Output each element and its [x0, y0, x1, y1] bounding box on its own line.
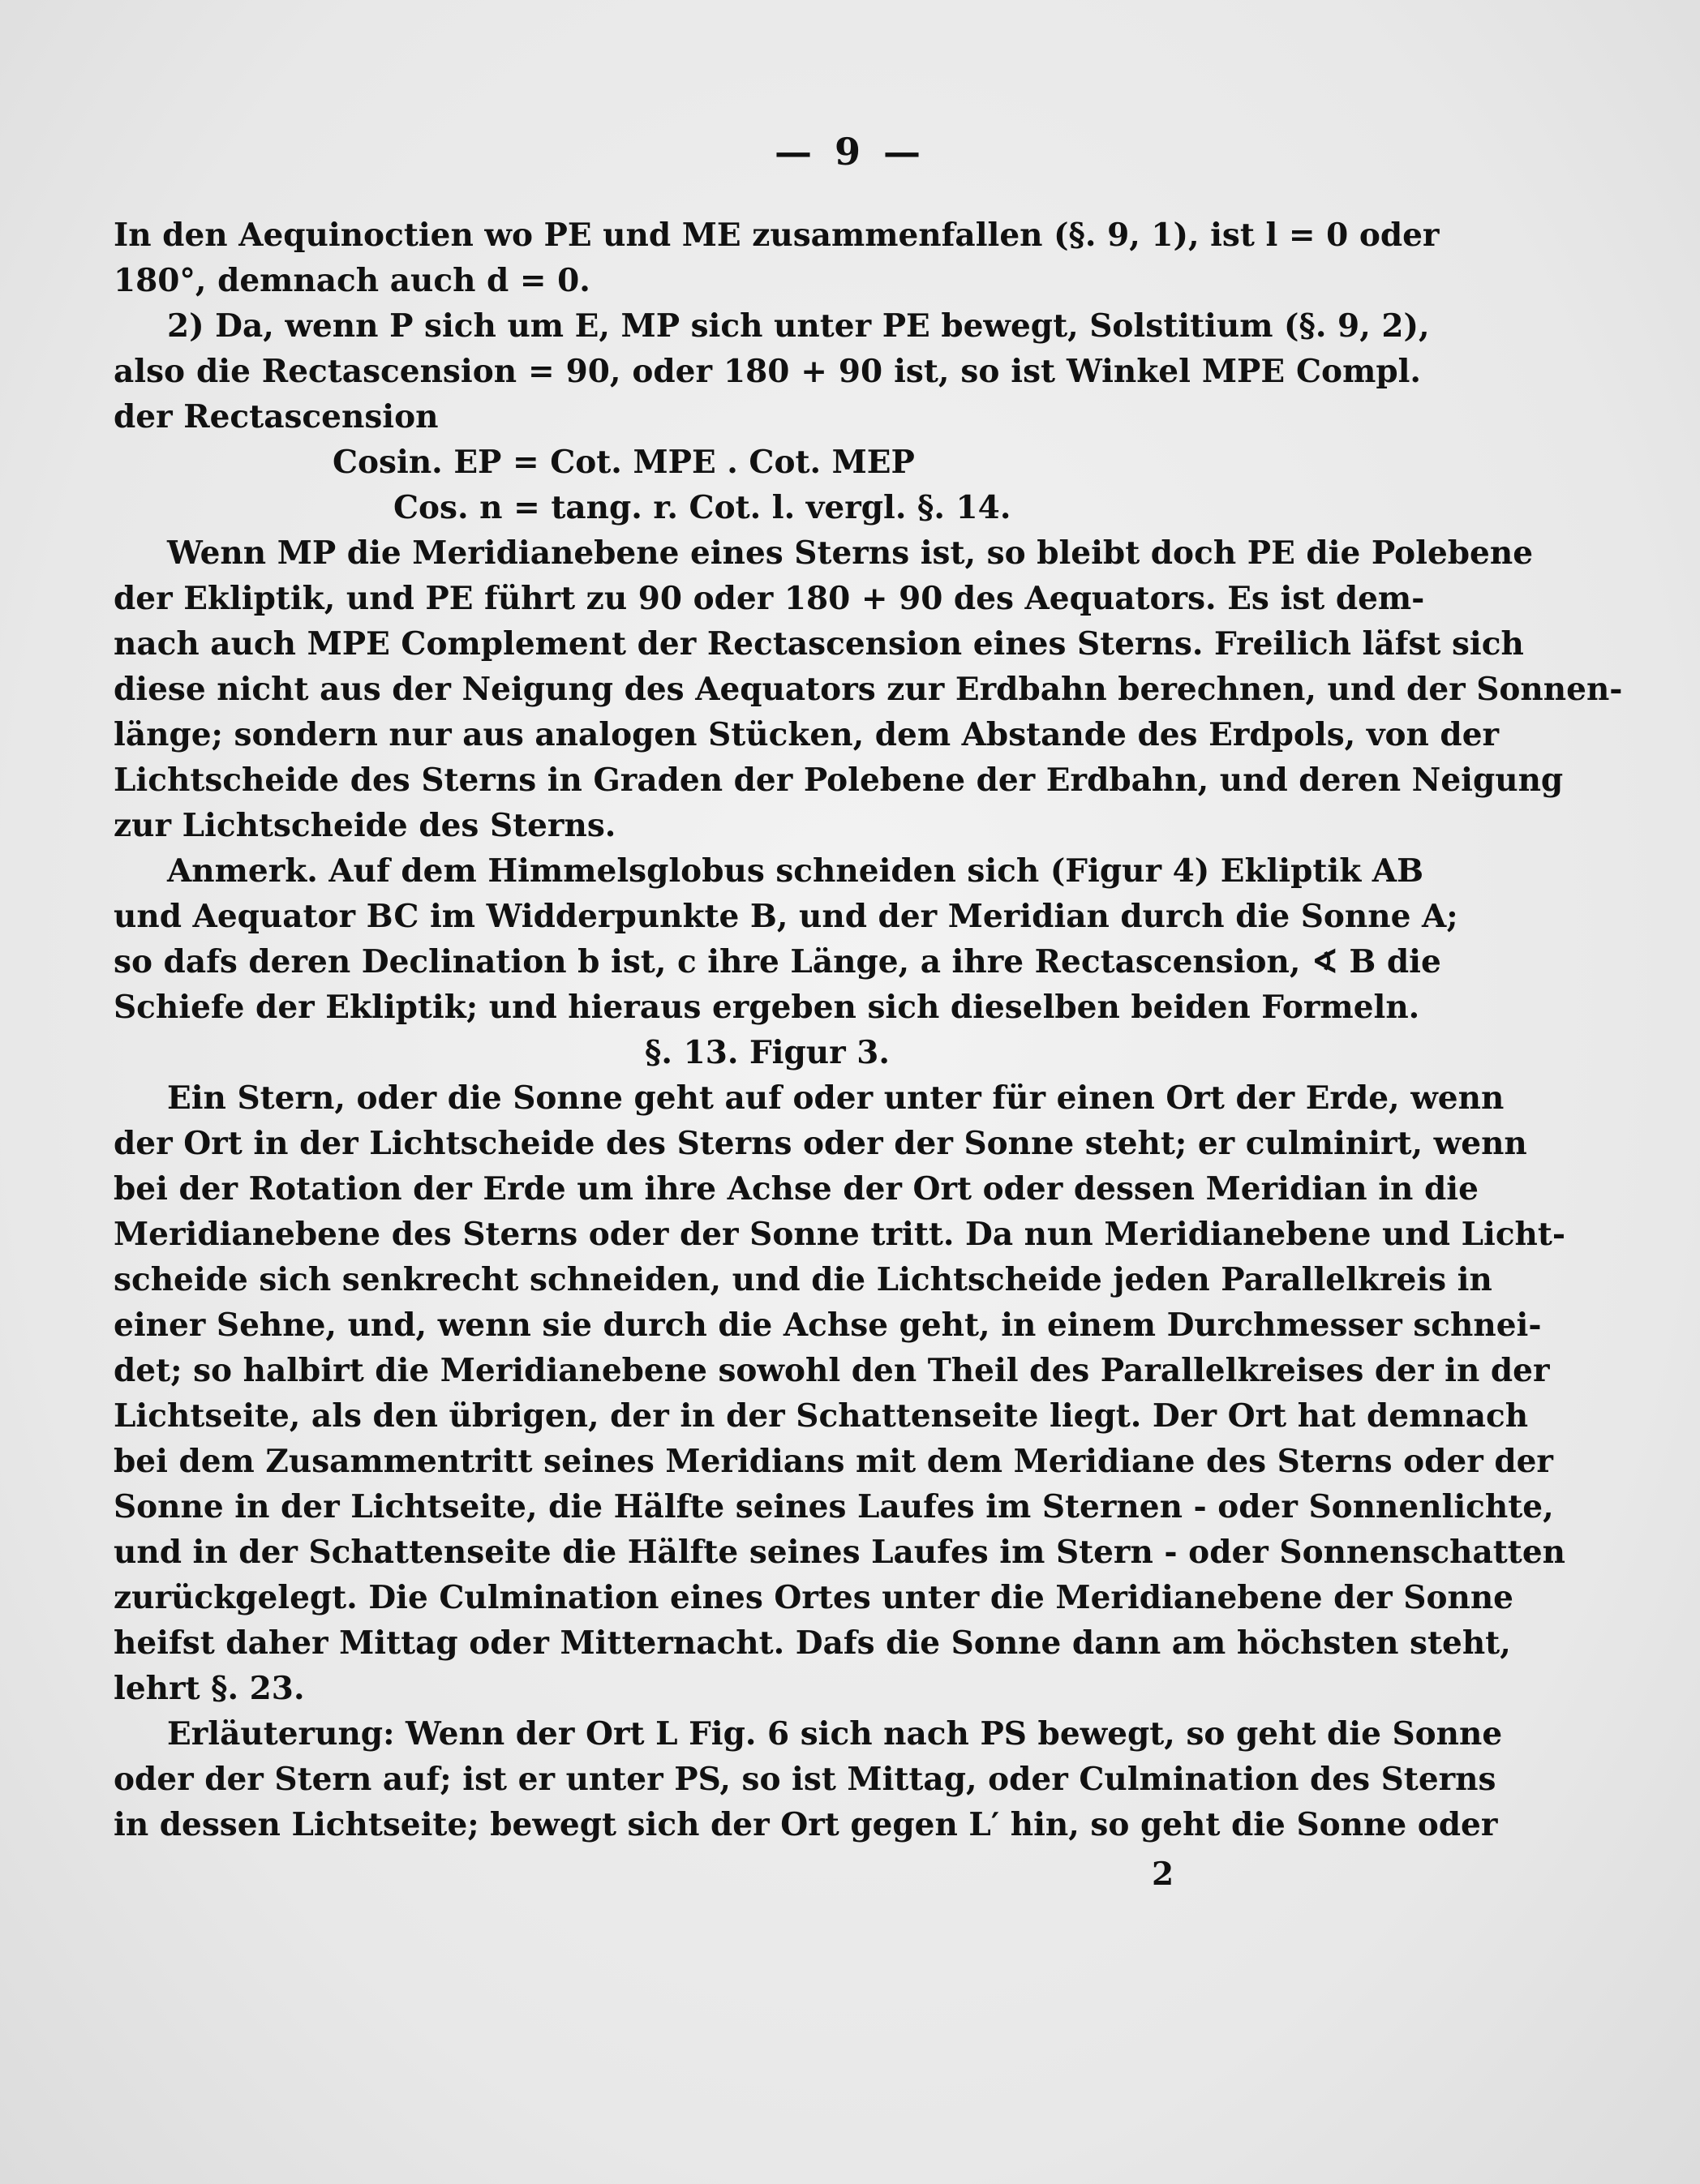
- text-line: det; so halbirt die Meridianebene sowohl den Theil des Parallelkreises der in der: [114, 1352, 1550, 1389]
- text-line: zur Lichtscheide des Sterns.: [114, 807, 616, 844]
- text-line: so dafs deren Declination b ist, c ihre Länge, a ihre Rectascension, ∢ B die: [114, 943, 1441, 980]
- formula-line: Cosin. EP = Cot. MPE . Cot. MEP: [333, 444, 915, 481]
- text-line: Wenn MP die Meridianebene eines Sterns ist, so bleibt doch PE die Polebene: [167, 534, 1534, 572]
- text-line: länge; sondern nur aus analogen Stücken, dem Abstande des Erdpols, von der: [114, 716, 1500, 753]
- body-text: [114, 212, 1623, 1847]
- section-heading: §. 13. Figur 3.: [645, 1034, 890, 1071]
- page-number: — 9 —: [774, 130, 926, 174]
- text-line: und Aequator BC im Widderpunkte B, und der Meridian durch die Sonne A;: [114, 898, 1458, 935]
- text-line: der Ekliptik, und PE führt zu 90 oder 180 + 90 des Aequators. Es ist dem-: [114, 580, 1425, 617]
- text-line: Lichtscheide des Sterns in Graden der Polebene der Erdbahn, und deren Neigung: [114, 762, 1564, 799]
- text-line: also die Rectascension = 90, oder 180 + 90 ist, so ist Winkel MPE Compl.: [114, 353, 1421, 390]
- text-line: zurückgelegt. Die Culmination eines Ortes unter die Meridianebene der Sonne: [114, 1579, 1513, 1616]
- text-line: oder der Stern auf; ist er unter PS, so ist Mittag, oder Culmination des Sterns: [114, 1761, 1496, 1798]
- explanation-line: Erläuterung: Wenn der Ort L Fig. 6 sich nach PS bewegt, so geht die Sonne: [167, 1715, 1503, 1753]
- text-line: In den Aequinoctien wo PE und ME zusammenfallen (§. 9, 1), ist l = 0 oder: [114, 217, 1440, 254]
- text-line: 2) Da, wenn P sich um E, MP sich unter PE bewegt, Solstitium (§. 9, 2),: [167, 307, 1430, 345]
- text-line: Lichtseite, als den übrigen, der in der Schattenseite liegt. Der Ort hat demnach: [114, 1397, 1529, 1435]
- text-line: in dessen Lichtseite; bewegt sich der Ort gegen L′ hin, so geht die Sonne oder: [114, 1806, 1498, 1843]
- text-line: Schiefe der Ekliptik; und hieraus ergeben sich dieselben beiden Formeln.: [114, 989, 1420, 1026]
- text-line: der Ort in der Lichtscheide des Sterns oder der Sonne steht; er culminirt, wenn: [114, 1125, 1527, 1162]
- text-line: Ein Stern, oder die Sonne geht auf oder unter für einen Ort der Erde, wenn: [167, 1079, 1505, 1117]
- text-line: einer Sehne, und, wenn sie durch die Achse geht, in einem Durchmesser schnei-: [114, 1307, 1542, 1344]
- text-line: Sonne in der Lichtseite, die Hälfte seines Laufes im Sternen - oder Sonnenlichte,: [114, 1488, 1554, 1525]
- text-line: 180°, demnach auch d = 0.: [114, 262, 590, 299]
- text-line: bei dem Zusammentritt seines Meridians mit dem Meridiane des Sterns oder der: [114, 1443, 1553, 1480]
- text-line: heifst daher Mittag oder Mitternacht. Dafs die Sonne dann am höchsten steht,: [114, 1624, 1511, 1662]
- text-line: und in der Schattenseite die Hälfte seines Laufes im Stern - oder Sonnenschatten: [114, 1534, 1565, 1571]
- text-line: scheide sich senkrecht schneiden, und die Lichtscheide jeden Parallelkreis in: [114, 1261, 1492, 1298]
- text-line: diese nicht aus der Neigung des Aequators zur Erdbahn berechnen, und der Sonnen-: [114, 671, 1623, 708]
- text-line: nach auch MPE Complement der Rectascension eines Sterns. Freilich läfst sich: [114, 625, 1524, 663]
- remark-line: Anmerk. Auf dem Himmelsglobus schneiden sich (Figur 4) Ekliptik AB: [167, 852, 1424, 890]
- text-line: der Rectascension: [114, 398, 439, 436]
- text-line: bei der Rotation der Erde um ihre Achse der Ort oder dessen Meridian in die: [114, 1170, 1479, 1208]
- text-line: Meridianebene des Sterns oder der Sonne tritt. Da nun Meridianebene und Licht-: [114, 1216, 1566, 1253]
- formula-line: Cos. n = tang. r. Cot. l. vergl. §. 14.: [393, 489, 1011, 526]
- signature-mark: 2: [1152, 1856, 1174, 1893]
- text-line: lehrt §. 23.: [114, 1670, 305, 1707]
